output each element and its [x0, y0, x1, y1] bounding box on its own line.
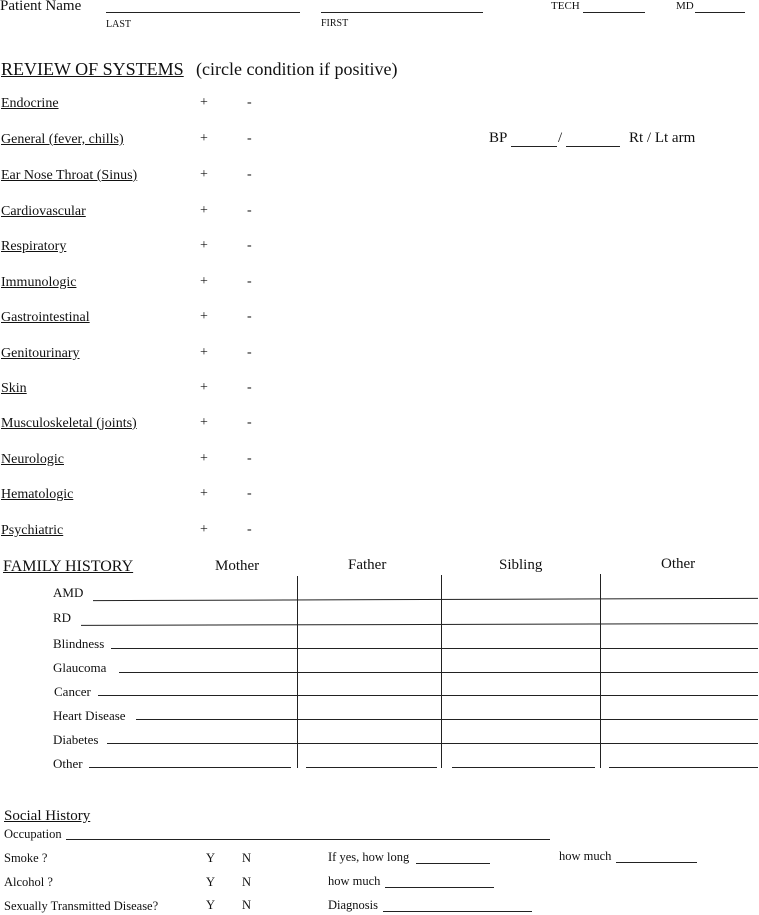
smoke-yes-option[interactable]: Y	[206, 851, 216, 865]
positive-option[interactable]: +	[200, 486, 208, 501]
row-entry-line[interactable]	[93, 598, 758, 601]
positive-option[interactable]: +	[200, 95, 208, 110]
ros-item-label: Musculoskeletal (joints)	[1, 416, 137, 431]
positive-option[interactable]: +	[200, 415, 208, 430]
row-entry-line-sibling[interactable]	[452, 767, 595, 768]
negative-option[interactable]: -	[247, 451, 252, 466]
how-long-label: If yes, how long	[328, 850, 410, 864]
negative-option[interactable]: -	[247, 167, 252, 182]
ros-item-label: Cardiovascular	[1, 204, 86, 219]
occupation-field[interactable]	[66, 839, 550, 840]
column-header-father: Father	[348, 557, 387, 573]
bp-arm-option[interactable]: Rt / Lt arm	[629, 130, 696, 146]
row-label: Heart Disease	[53, 708, 126, 723]
positive-option[interactable]: +	[200, 522, 208, 537]
negative-option[interactable]: -	[247, 274, 252, 289]
positive-option[interactable]: +	[200, 131, 208, 146]
patient-name-label: Patient Name	[0, 0, 82, 14]
positive-option[interactable]: +	[200, 203, 208, 218]
first-label: FIRST	[321, 18, 349, 29]
alcohol-label: Alcohol ?	[4, 875, 53, 889]
alcohol-yes-option[interactable]: Y	[206, 875, 216, 889]
row-entry-line[interactable]	[119, 672, 758, 673]
negative-option[interactable]: -	[247, 238, 252, 253]
bp-diastolic-field[interactable]	[566, 146, 620, 147]
positive-option[interactable]: +	[200, 238, 208, 253]
md-label: MD	[676, 0, 694, 12]
std-no-option[interactable]: N	[242, 898, 252, 912]
column-divider	[600, 574, 601, 768]
ros-item-label: General (fever, chills)	[1, 132, 124, 147]
ros-item-label: Ear Nose Throat (Sinus)	[1, 168, 138, 183]
bp-label: BP	[489, 130, 508, 146]
first-name-field[interactable]	[321, 12, 483, 13]
bp-separator: /	[558, 130, 563, 146]
ros-item-label: Genitourinary	[1, 346, 80, 361]
occupation-label: Occupation	[4, 827, 62, 841]
diagnosis-field[interactable]	[383, 911, 532, 912]
negative-option[interactable]: -	[247, 486, 252, 501]
row-entry-line[interactable]	[98, 695, 758, 696]
last-label: LAST	[106, 19, 131, 30]
row-label: Diabetes	[53, 732, 99, 747]
how-long-field[interactable]	[416, 863, 490, 864]
row-label: Other	[53, 756, 83, 771]
row-label: AMD	[53, 585, 84, 600]
last-name-field[interactable]	[106, 12, 300, 13]
social-history-title: Social History	[4, 808, 91, 824]
ros-title: REVIEW OF SYSTEMS	[1, 59, 184, 79]
row-label: Glaucoma	[53, 660, 107, 675]
row-label: Blindness	[53, 636, 105, 651]
smoke-label: Smoke ?	[4, 851, 48, 865]
std-yes-option[interactable]: Y	[206, 898, 216, 912]
row-entry-line-mother[interactable]	[89, 767, 291, 768]
ros-item-label: Skin	[1, 381, 27, 396]
bp-systolic-field[interactable]	[511, 146, 557, 147]
positive-option[interactable]: +	[200, 345, 208, 360]
alcohol-no-option[interactable]: N	[242, 875, 252, 889]
smoke-how-much-field[interactable]	[616, 862, 697, 863]
row-entry-line[interactable]	[107, 743, 758, 744]
tech-field[interactable]	[583, 12, 645, 13]
negative-option[interactable]: -	[247, 309, 252, 324]
alcohol-how-much-field[interactable]	[385, 887, 494, 888]
positive-option[interactable]: +	[200, 309, 208, 324]
row-label: Cancer	[54, 684, 91, 699]
positive-option[interactable]: +	[200, 380, 208, 395]
column-header-mother: Mother	[215, 558, 260, 574]
negative-option[interactable]: -	[247, 522, 252, 537]
negative-option[interactable]: -	[247, 203, 252, 218]
diagnosis-label: Diagnosis	[328, 898, 378, 912]
row-entry-line[interactable]	[136, 719, 758, 720]
row-entry-line[interactable]	[111, 648, 758, 649]
ros-item-label: Endocrine	[1, 96, 59, 111]
column-header-sibling: Sibling	[499, 557, 543, 573]
smoke-no-option[interactable]: N	[242, 851, 252, 865]
alcohol-how-much-label: how much	[328, 874, 381, 888]
negative-option[interactable]: -	[247, 131, 252, 146]
negative-option[interactable]: -	[247, 415, 252, 430]
positive-option[interactable]: +	[200, 451, 208, 466]
family-history-title: FAMILY HISTORY	[3, 558, 134, 575]
negative-option[interactable]: -	[247, 345, 252, 360]
negative-option[interactable]: -	[247, 380, 252, 395]
row-entry-line[interactable]	[81, 623, 758, 626]
ros-instruction: (circle condition if positive)	[196, 59, 398, 79]
row-entry-line-other[interactable]	[609, 767, 758, 768]
std-label: Sexually Transmitted Disease?	[4, 899, 159, 913]
row-entry-line-father[interactable]	[306, 767, 437, 768]
ros-item-label: Neurologic	[1, 452, 64, 467]
ros-item-label: Gastrointestinal	[1, 310, 90, 325]
ros-item-label: Respiratory	[1, 239, 67, 254]
row-label: RD	[53, 610, 72, 625]
positive-option[interactable]: +	[200, 274, 208, 289]
tech-label: TECH	[551, 0, 580, 12]
positive-option[interactable]: +	[200, 167, 208, 182]
column-header-other: Other	[661, 556, 696, 572]
ros-item-label: Immunologic	[1, 275, 77, 290]
smoke-how-much-label: how much	[559, 849, 612, 863]
negative-option[interactable]: -	[247, 95, 252, 110]
md-field[interactable]	[695, 12, 745, 13]
ros-item-label: Hematologic	[1, 487, 74, 502]
ros-item-label: Psychiatric	[1, 523, 64, 538]
